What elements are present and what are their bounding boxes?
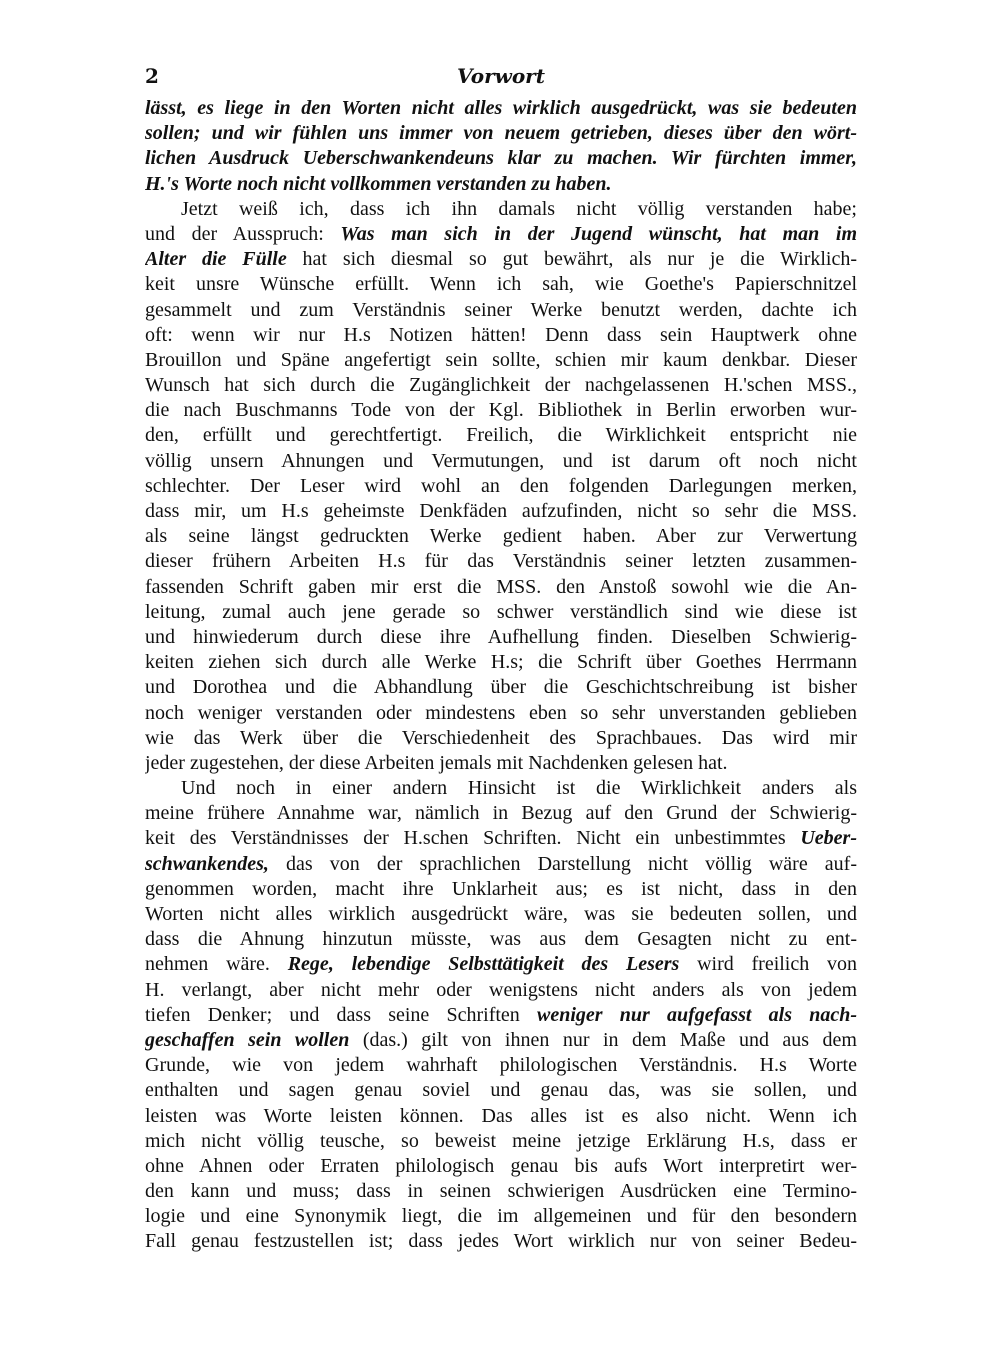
running-head: Vorwort bbox=[457, 64, 545, 88]
text-line: sollen; und wir fühlen uns immer von neuem getrieben, dieses über den wört- bbox=[145, 122, 857, 145]
text-line: meine frühere Annahme war, nämlich in Bezug auf den Grund der Schwierig- bbox=[145, 802, 857, 825]
text-line bbox=[145, 852, 857, 877]
text-fragment: nehmen wäre. bbox=[145, 953, 288, 976]
text-line: dieser frühern Arbeiten H.s für das Verständnis seiner letzten zusammen- bbox=[145, 550, 857, 573]
text-line: leitung, zumal auch jene gerade so schwer verständlich sind wie diese ist bbox=[145, 600, 857, 623]
text-line: dass die Ahnung hinzutun müsste, was aus dem Gesagten nicht zu ent- bbox=[145, 928, 857, 951]
text-line: dass mir, um H.s geheimste Denkfäden aufzufinden, nicht so sehr die MSS. bbox=[145, 500, 857, 522]
text-line: ohne Ahnen oder Erraten philologisch genau bis aufs Wort interpretirt wer- bbox=[145, 1154, 857, 1177]
text-fragment: keit des Verständnisses der H.schen Schriften. Nicht ein unbestimmtes bbox=[145, 827, 801, 850]
text-line: noch weniger verstanden oder mindestens eben so sehr unverstanden geblieben bbox=[145, 701, 857, 724]
text-fragment: wird freilich von bbox=[679, 953, 857, 976]
page-number: 2 bbox=[145, 64, 159, 88]
italic-phrase: weniger nur aufgefasst als nach- bbox=[537, 1003, 857, 1026]
text-line: mich nicht völlig teusche, so beweist meine jetzige Erklärung H.s, dass er bbox=[145, 1129, 857, 1152]
text-line: Grunde, wie von jedem wahrhaft philologischen Verständnis. H.s Worte bbox=[145, 1054, 857, 1077]
text-line: leisten was Worte leisten können. Das alles ist es also nicht. Wenn ich bbox=[145, 1104, 857, 1127]
text-line: oft: wenn wir nur H.s Notizen hätten! Denn dass sein Hauptwerk ohne bbox=[145, 323, 857, 346]
text-line bbox=[145, 826, 857, 851]
text-line: Jetzt weiß ich, dass ich ihn damals nicht völlig verstanden habe; bbox=[181, 197, 857, 220]
italic-phrase: schwankendes, bbox=[145, 852, 269, 875]
text-line: Brouillon und Späne angefertigt sein sollte, schien mir kaum denkbar. Dieser bbox=[145, 348, 857, 371]
body-text bbox=[145, 96, 857, 1255]
text-line: H.'s Worte noch nicht vollkommen verstanden zu haben. bbox=[145, 172, 612, 195]
text-line bbox=[145, 1028, 857, 1053]
text-line: Und noch in einer andern Hinsicht ist die Wirklichkeit anders als bbox=[181, 777, 857, 800]
text-line: H. verlangt, aber nicht mehr oder wenigstens nicht anders als von jedem bbox=[145, 978, 857, 1001]
text-line: wie das Werk über die Verschiedenheit des Sprachbaues. Das wird mir bbox=[145, 726, 857, 749]
text-line bbox=[145, 247, 857, 272]
text-line: jeder zugestehen, der diese Arbeiten jemals mit Nachdenken gelesen hat. bbox=[145, 751, 728, 774]
text-line: gesammelt und zum Verständnis seiner Werke benutzt werden, dachte ich bbox=[145, 298, 857, 321]
text-line: die nach Buschmanns Tode von der Kgl. Bibliothek in Berlin erworben wur- bbox=[145, 399, 857, 422]
text-line: keiten ziehen sich durch alle Werke H.s; die Schrift über Goethes Herrmann bbox=[145, 651, 857, 674]
text-line bbox=[145, 222, 857, 247]
text-line: und Dorothea und die Abhandlung über die Geschichtschreibung ist bisher bbox=[145, 676, 857, 699]
italic-phrase: Was man sich in der Jugend wünscht, hat man im bbox=[340, 222, 857, 245]
italic-phrase: Rege, lebendige Selbsttätigkeit des Lesers bbox=[287, 953, 680, 976]
text-line: genommen worden, macht ihre Unklarheit aus; es ist nicht, dass in den bbox=[145, 877, 857, 900]
italic-phrase: Ueber- bbox=[800, 827, 857, 850]
text-fragment: hat sich diesmal so gut bewährt, als nur je die Wirklich- bbox=[286, 248, 857, 271]
text-line: logie und eine Synonymik liegt, die im allgemeinen und für den besondern bbox=[145, 1205, 857, 1228]
text-line: völlig unsern Ahnungen und Vermutungen, und ist darum oft noch nicht bbox=[145, 449, 857, 472]
text-fragment: und der Ausspruch: bbox=[145, 222, 341, 245]
text-line bbox=[145, 1003, 857, 1028]
text-line: lichen Ausdruck Ueberschwankendeuns klar zu machen. Wir fürchten immer, bbox=[145, 147, 857, 170]
text-line bbox=[145, 952, 857, 977]
text-line: und hinwiederum durch diese ihre Aufhellung finden. Dieselben Schwierig- bbox=[145, 625, 857, 648]
text-line: schlechter. Der Leser wird wohl an den folgenden Darlegungen merken, bbox=[145, 474, 857, 497]
text-line: als seine längst gedruckten Werke gedient haben. Aber zur Verwertung bbox=[145, 525, 857, 548]
italic-phrase: Alter die Fülle bbox=[145, 248, 287, 271]
text-line: enthalten und sagen genau soviel und genau das, was sie sollen, und bbox=[145, 1079, 857, 1102]
page-header bbox=[145, 64, 857, 96]
italic-phrase: geschaffen sein wollen bbox=[145, 1028, 350, 1051]
text-fragment: tiefen Denker; und dass seine Schriften bbox=[145, 1003, 538, 1026]
text-line: den, erfüllt und gerechtfertigt. Freilich, die Wirklichkeit entspricht nie bbox=[145, 424, 857, 447]
text-line: Worten nicht alles wirklich ausgedrückt wäre, was sie bedeuten sollen, und bbox=[145, 903, 857, 925]
text-line: Wunsch hat sich durch die Zugänglichkeit der nachgelassenen H.'schen MSS., bbox=[145, 374, 857, 397]
text-line: den kann und muss; dass in seinen schwierigen Ausdrücken eine Termino- bbox=[145, 1180, 857, 1203]
book-page bbox=[145, 64, 857, 1255]
text-fragment: das von der sprachlichen Darstellung nicht völlig wäre auf- bbox=[268, 852, 857, 875]
text-line: fassenden Schrift gaben mir erst die MSS. den Anstoß sowohl wie die An- bbox=[145, 575, 857, 598]
text-line: lässt, es liege in den Worten nicht alles wirklich ausgedrückt, was sie bedeuten bbox=[145, 97, 857, 119]
text-line: keit unsre Wünsche erfüllt. Wenn ich sah, wie Goethe's Papierschnitzel bbox=[145, 273, 857, 296]
text-line: Fall genau festzustellen ist; dass jedes Wort wirklich nur von seiner Bedeu- bbox=[145, 1230, 857, 1253]
text-fragment: (das.) gilt von ihnen nur in dem Maße und aus dem bbox=[349, 1028, 857, 1051]
